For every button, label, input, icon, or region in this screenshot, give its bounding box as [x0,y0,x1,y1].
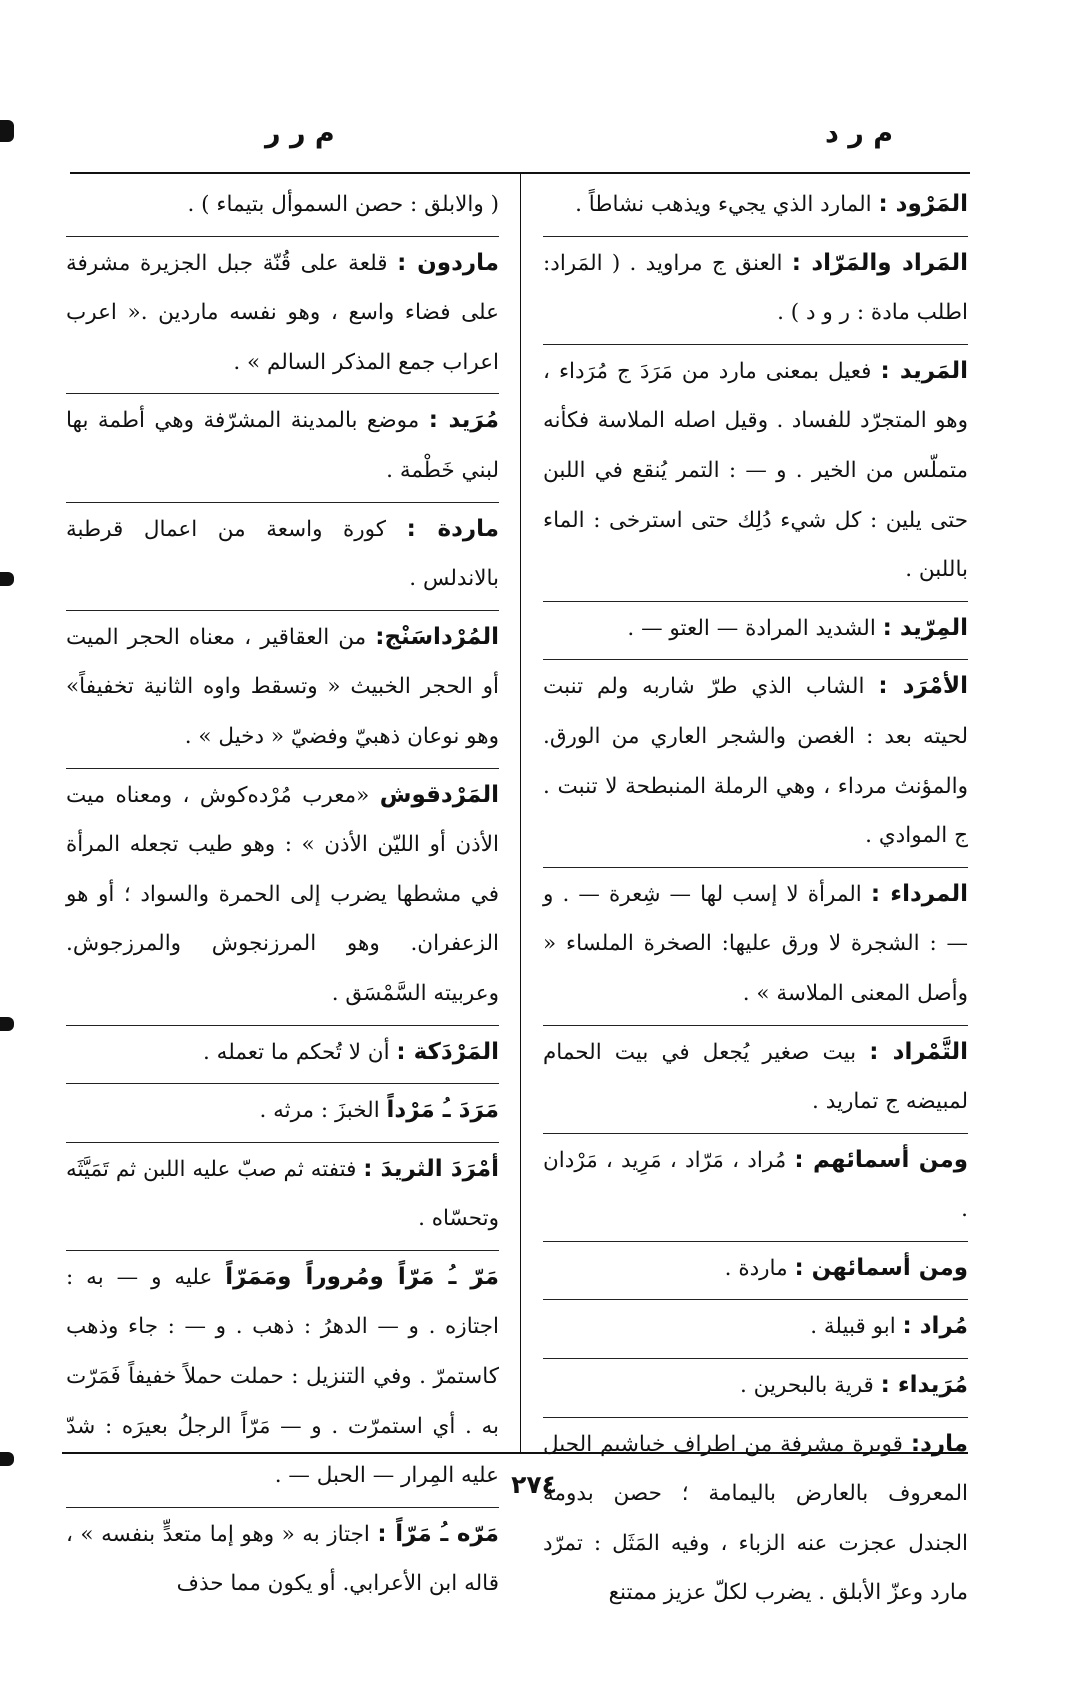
page-number: ٢٧٤ [511,1470,557,1499]
entry-definition: موضع بالمدينة المشرّفة وهي أطمة بها لبني خَطْمة . [66,408,499,483]
entry [543,1241,968,1300]
entry-definition: الخبزَ : مرثه . [259,1098,387,1124]
entry [66,768,499,1025]
column-divider [520,173,521,1452]
right-column [543,180,968,1624]
entry-definition: فعيل بمعنى مارد من مَرَدَ ج مُرَداء ، وهو المتجرّد للفساد . وقيل اصله الملاسة فكأنه متملّس من الخير . و — : التمر يُنقع في اللبن حتى يلين : كل شيء دُلِك حتى استرخى : الماء باللبن . [543,358,968,583]
entry [66,236,499,394]
entry-definition: الشاب الذي طرّ شاربه ولم تنبت لحيته بعد : الغصن والشجر العاري من الورق. والمؤنث مرداء ، وهي الرملة المنبطحة لا تنبت . ج الموادي . [543,674,968,849]
margin-bleed-mark [0,120,14,142]
entry-definition: اجتاز به « وهو إما متعدٍّ بنفسه » ، قاله ابن الأعرابي. أو يكون مما حذف [66,1521,499,1597]
entry-definition: ابو قبيلة . [810,1314,903,1340]
entry [66,180,499,236]
running-head-right: م ر د [825,118,893,149]
entry-headword: المَريد : [880,357,968,384]
entry-definition: عليه و — به : اجتازه . و — الدهرُ : ذهب . و — : جاء وذهب كاستمرّ . وفي التنزيل : حملت حملاً خفيفاً فَمَرّت به . أي استمرّت . و — مَرّاً الرجلُ بعيرَه : شدّ عليه المِرار — الحبل — . [66,1264,499,1489]
entry-headword: ومن أسمائهم : [794,1146,968,1173]
entry-headword: أمْرَدَ الثريدَ : [363,1155,499,1182]
entry-headword: المَراد والمَرّاد : [791,249,968,276]
entry [66,1507,499,1615]
entry-definition: العنق ج مراويد . ( المَراد: اطلب مادة : ر و د ) . [543,250,968,326]
entry-headword: ماردة : [406,515,499,542]
entry-headword: المِرّيد : [882,614,968,641]
margin-bleed-mark [0,572,14,586]
entry-headword: الأمْرَد : [878,673,968,700]
entry-definition: من العقاقير ، معناه الحجر الميت أو الحجر الخبيث « وتسقط واوه الثانية تخفيفاً» وهو نوعان ذهبيّ وفضيّ « دخيل » . [66,624,499,749]
entry-headword: ماردون : [397,249,499,276]
entry [543,659,968,866]
entry-headword: المَرْود : [878,191,968,217]
entry-definition: أن لا تُحكم ما تعمله . [203,1039,397,1065]
entry-headword: المرداء : [870,880,968,907]
entry [66,393,499,501]
entry-definition: مُراد ، مَرّاد ، مَرِيد ، مَرْدان . [543,1147,968,1223]
entry-headword: المَرْدَكة : [396,1038,499,1065]
entry-definition: قلعة على قُنّة جبل الجزيرة مشرفة على فضاء واسع ، وهو نفسه ماردين .« اعرب اعراب جمع المذكر السالم » . [66,250,499,375]
entry-headword: مَرّه ـُ مَرّاً : [377,1520,499,1547]
entry [543,1358,968,1417]
entry-definition: الشديد المرادة — العتو — . [627,615,883,641]
entry-definition: كورة واسعة من اعمال قرطبة بالاندلس . [66,516,499,592]
entry [66,502,499,610]
entry [543,867,968,1025]
margin-bleed-mark [0,1017,14,1031]
entry-definition: بيت صغير يُجعل في بيت الحمام لمبيضه ج تماريد . [543,1039,968,1115]
entry [543,1299,968,1358]
entry [66,1250,499,1507]
entry-headword: مُرَيداء : [880,1372,968,1399]
entry-headword: مَرَدَ ـُ مَرْداً [386,1097,499,1124]
entry [66,1083,499,1142]
entry [543,1417,968,1624]
entry [66,610,499,768]
entry-headword: المُرْداسَنْج: [375,623,499,650]
entry-headword: ومن أسمائهن : [794,1254,968,1281]
entry [543,236,968,344]
entry-definition: المارد الذي يجيء ويذهب نشاطاً . [575,192,879,217]
entry-definition: قويرة مشرفة من اطراف خياشيم الجبل المعروف بالعارض باليمامة ؛ حصن بدومة الجندل عجزت عنه الزباء ، وفيه المَثَل : تمرّد مارد وعزّ الأبلق . يضرب لكلّ عزيز ممتنع [543,1431,968,1606]
left-column [66,180,499,1615]
entry [66,1025,499,1084]
running-head-left: م ر ر [265,118,335,149]
entry [543,180,968,236]
entry [66,1142,499,1250]
entry [543,1133,968,1241]
entry-definition: «معرب مُرْده‌كوش ، ومعناه ميت الأذن أو الليّن الأذن » : وهو طيب تجعله المرأة في مشطها يضرب إلى الحمرة والسواد ؛ أو هو الزعفران. وهو المرزنجوش والمرزجوش. وعربيته السَّمْسَق . [66,782,499,1006]
entry-definition: فتفته ثم صبّ عليه اللبن ثم تَمَيَّثَه وتحسّاه . [66,1156,499,1232]
margin-bleed-mark [0,1452,14,1466]
entry [543,1025,968,1133]
entry-definition: ( والابلق : حصن السموأل بتيماء ) . [187,192,499,217]
entry-headword: مَرّ ـُ مَرّاً ومُروراً ومَمَرّاً [225,1263,499,1290]
entry-headword: التَّمْراد : [869,1038,969,1065]
entry [543,601,968,660]
entry-headword: مارد: [910,1430,968,1457]
entry-headword: مُرَيد : [428,407,499,434]
entry-headword: مُراد : [902,1313,968,1340]
entry-definition: ماردة . [724,1255,795,1281]
entry [543,344,968,601]
entry-definition: قرية بالبحرين . [740,1373,881,1399]
entry-headword: المَرْدقوش [379,781,499,808]
entry-definition: المرأة لا إسب لها — شِعرة — . و — : الشجرة لا ورق عليها: الصخرة الملساء « وأصل المعنى الملاسة » . [543,881,968,1006]
